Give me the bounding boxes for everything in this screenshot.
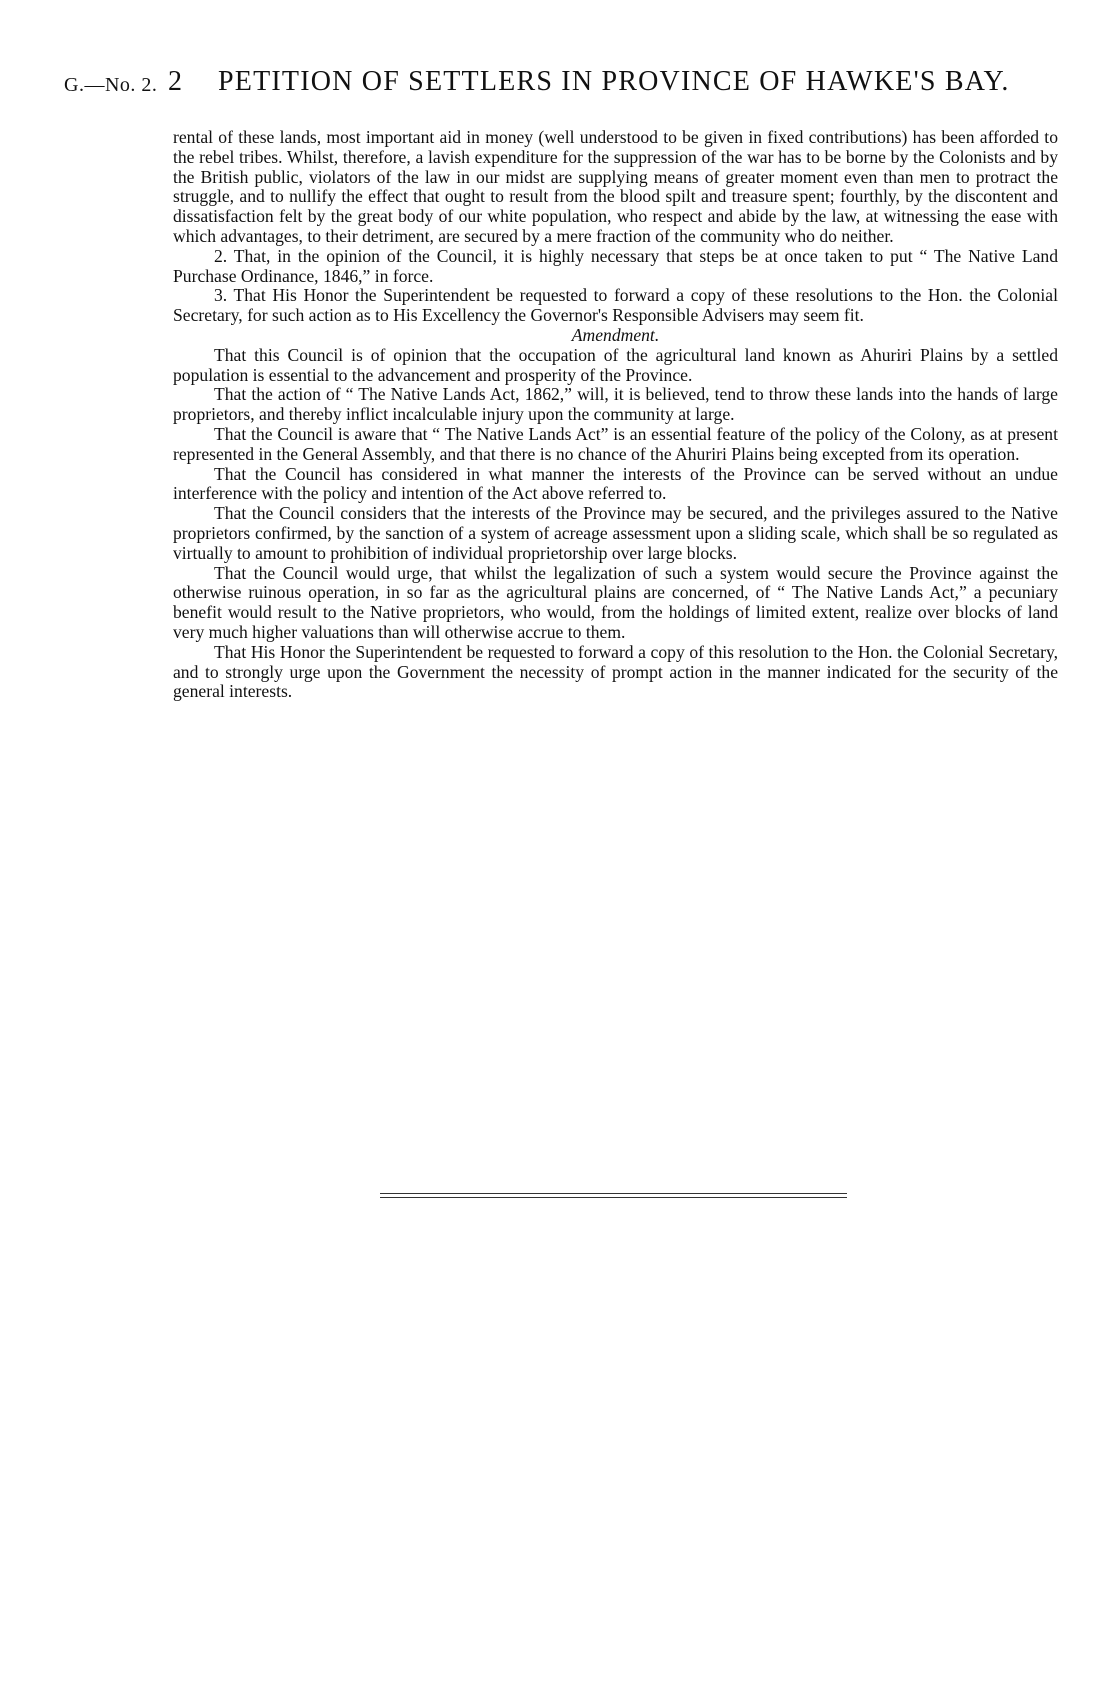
amendment-paragraph-4: That the Council has considered in what manner the interests of the Province can be served without an undue interference with the policy and intention of the Act above referred to. — [173, 463, 1058, 504]
document-body — [173, 128, 1058, 702]
resolution-2: 2. That, in the opinion of the Council, it is highly necessary that steps be at once taken to put “ The Native Land Purchase Ordinance, 1846,” in force. — [173, 245, 1058, 286]
amendment-heading: Amendment. — [571, 324, 660, 345]
amendment-paragraph-6: That the Council would urge, that whilst the legalization of such a system would secure the Province against the otherwise ruinous operation, in so far as the agricultural plains are concerned, of “ The Native Lands Act,” a pecuniary benefit would result to the Native proprietors, who would, from the holdings of limited extent, realize over blocks of land very much higher valuations than will otherwise accrue to them. — [173, 562, 1058, 642]
amendment-paragraph-3: That the Council is aware that “ The Native Lands Act” is an essential feature of the policy of the Colony, as at present represented in the General Assembly, and that there is no chance of the Ahuriri Plains being excepted from its operation. — [173, 423, 1058, 464]
opening-paragraph: rental of these lands, most important aid in money (well understood to be given in fixed contributions) has been afforded to the rebel tribes. Whilst, therefore, a lavish expenditure for the suppression of the war has to be borne by the Colonists and by the British public, violators of the law in our midst are supplying means of greater moment even than men to protract the struggle, and to nullify the effect that ought to result from the blood spilt and treasure spent; fourthly, by the discontent and dissatisfaction felt by the great body of our white population, who respect and abide by the law, at witnessing the ease with which advantages, to their detriment, are secured by a mere fraction of the community who do neither. — [173, 127, 1058, 246]
resolution-3: 3. That His Honor the Superintendent be requested to forward a copy of these resolutions to the Hon. the Colonial Secretary, for such action as to His Excellency the Governor's Responsible Advisers may seem fit. — [173, 285, 1058, 326]
page-header — [64, 66, 1034, 106]
closing-rule-lower — [380, 1197, 847, 1198]
closing-rule-upper — [380, 1193, 847, 1194]
amendment-paragraph-5: That the Council considers that the interests of the Province may be secured, and the privileges assured to the Native proprietors confirmed, by the sanction of a system of acreage assessment upon a sliding scale, which shall be so regulated as virtually to amount to prohibition of individual proprietorship over large blocks. — [173, 503, 1058, 563]
document-reference: G.—No. 2. — [64, 74, 158, 96]
page-title: PETITION OF SETTLERS IN PROVINCE OF HAWKE'S BAY. — [218, 66, 1010, 97]
amendment-paragraph-7: That His Honor the Superintendent be requested to forward a copy of this resolution to the Hon. the Colonial Secretary, and to strongly urge upon the Government the necessity of prompt action in the manner indicated for the security of the general interests. — [173, 641, 1058, 702]
page-number: 2 — [168, 66, 182, 97]
amendment-paragraph-1: That this Council is of opinion that the occupation of the agricultural land known as Ahuriri Plains by a settled population is essential to the advancement and prosperity of the Province. — [173, 344, 1058, 385]
amendment-paragraph-2: That the action of “ The Native Lands Act, 1862,” will, it is believed, tend to throw these lands into the hands of large proprietors, and thereby inflict incalculable injury upon the community at large. — [173, 384, 1058, 425]
